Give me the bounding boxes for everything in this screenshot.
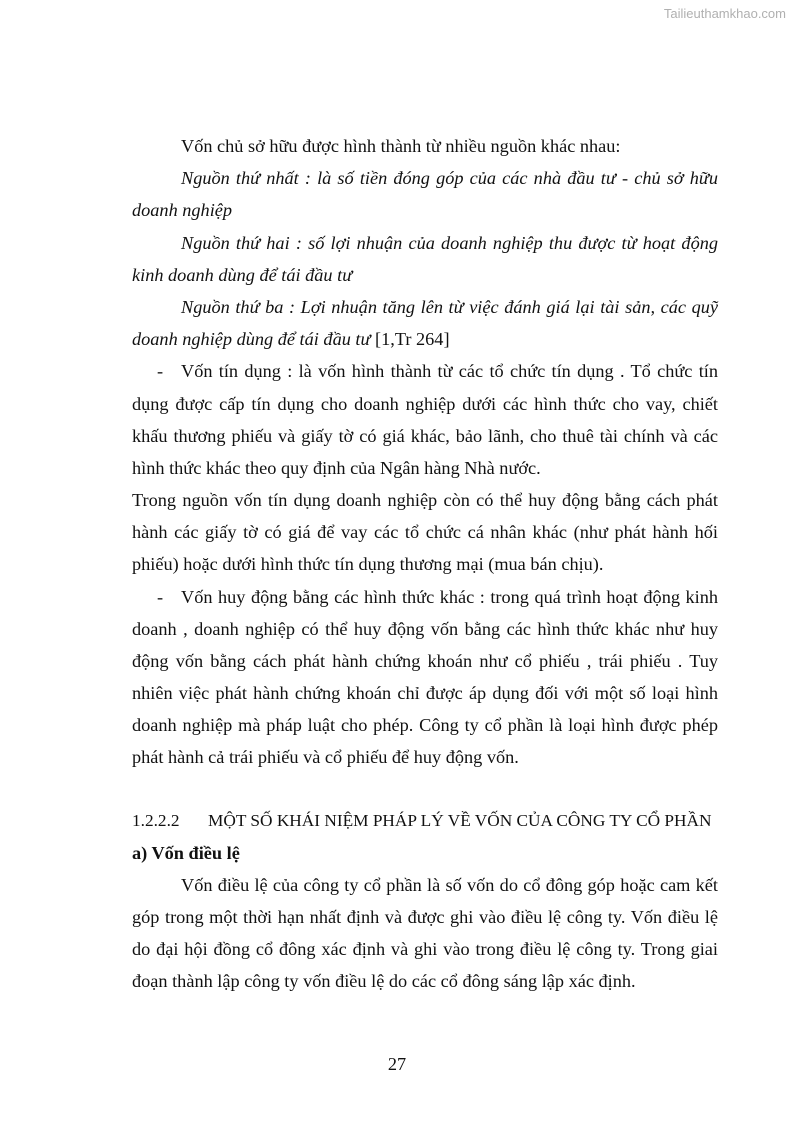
subsection-heading: a) Vốn điều lệ [132,843,240,863]
bullet-dash: - [157,361,164,381]
paragraph-line: Trong nguồn vốn tín dụng doanh nghiệp còn có thể huy động bằng cách phát [132,490,718,510]
paragraph-line: Vốn chủ sở hữu được hình thành từ nhiều nguồn khác nhau: [181,136,621,156]
paragraph-line: Vốn điều lệ của công ty cổ phần là số vốn do cổ đông góp hoặc cam kết [181,875,718,895]
paragraph-line: hành các giấy tờ có giá để vay các tổ chức cá nhân khác (như phát hành hối [132,522,718,542]
italic-text: doanh nghiệp dùng để tái đầu tư [132,329,371,349]
paragraph-line: Nguồn thứ ba : Lợi nhuận tăng lên từ việc đánh giá lại tài sản, các quỹ [181,297,718,317]
section-number: 1.2.2.2 [132,811,180,830]
paragraph-line: Nguồn thứ hai : số lợi nhuận của doanh nghiệp thu được từ hoạt động [181,233,718,253]
paragraph-line: khấu thương phiếu và giấy tờ có giá khác, bảo lãnh, cho thuê tài chính và các [132,426,718,446]
bullet-dash: - [157,587,164,607]
paragraph-line: Nguồn thứ nhất : là số tiền đóng góp của các nhà đầu tư - chủ sở hữu [181,168,718,188]
paragraph-line: động vốn bằng cách phát hành chứng khoán như cổ phiếu , trái phiếu . Tuy [132,651,718,671]
paragraph-line: phiếu) hoặc dưới hình thức tín dụng thương mại (mua bán chịu). [132,554,604,574]
section-title: MỘT SỐ KHÁI NIỆM PHÁP LÝ VỀ VỐN CỦA CÔNG TY CỔ PHẦN [208,811,712,830]
paragraph-line: do đại hội đồng cổ đông xác định và ghi vào trong điều lệ công ty. Trong giai [132,939,718,959]
watermark: Tailieuthamkhao.com [663,6,786,21]
paragraph-line: Vốn huy động bằng các hình thức khác : trong quá trình hoạt động kinh [181,587,718,607]
paragraph-line: doanh nghiệp mà pháp luật cho phép. Công ty cổ phần là loại hình được phép [132,715,718,735]
paragraph-line: phát hành cả trái phiếu và cổ phiếu để huy động vốn. [132,747,519,767]
paragraph-line [132,328,450,350]
page-number: 27 [387,1054,407,1074]
paragraph-line: doanh nghiệp [132,200,233,220]
paragraph-line: góp trong một thời hạn nhất định và được ghi vào điều lệ công ty. Vốn điều lệ [132,907,718,927]
paragraph-line: nhiên việc phát hành chứng khoán chỉ được áp dụng đối với một số loại hình [132,683,718,703]
paragraph-line: doanh , doanh nghiệp có thể huy động vốn bằng các hình thức khác như huy [132,619,718,639]
citation: [1,Tr 264] [370,329,450,349]
paragraph-line: dụng được cấp tín dụng cho doanh nghiệp dưới các hình thức cho vay, chiết [132,394,718,414]
paragraph-line: kinh doanh dùng để tái đầu tư [132,265,353,285]
paragraph-line: Vốn tín dụng : là vốn hình thành từ các tổ chức tín dụng . Tổ chức tín [181,361,718,381]
paragraph-line: hình thức khác theo quy định của Ngân hàng Nhà nước. [132,458,541,478]
paragraph-line: đoạn thành lập công ty vốn điều lệ do các cổ đông sáng lập xác định. [132,971,636,991]
